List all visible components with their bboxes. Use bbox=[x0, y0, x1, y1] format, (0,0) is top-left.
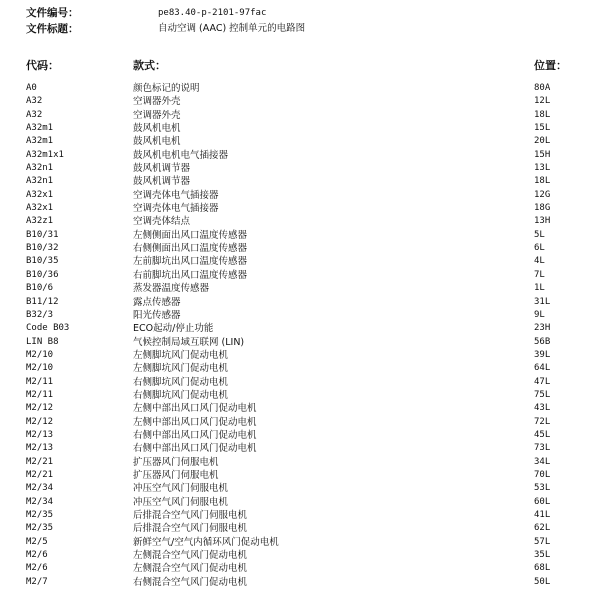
table-row bbox=[0, 402, 601, 415]
row-description: 空调器外壳 bbox=[133, 109, 181, 121]
row-description: 右侧侧面出风口温度传感器 bbox=[133, 243, 248, 255]
table-row bbox=[0, 82, 601, 95]
table-row bbox=[0, 456, 601, 469]
table-row bbox=[0, 442, 601, 455]
table-row bbox=[0, 509, 601, 522]
row-position: 12G bbox=[534, 189, 551, 200]
row-description: 左侧脚坑风门促动电机 bbox=[133, 363, 229, 375]
table-row bbox=[0, 135, 601, 148]
row-code: M2/7 bbox=[26, 576, 48, 587]
row-position: 64L bbox=[534, 363, 551, 374]
row-position: 13H bbox=[534, 216, 551, 227]
row-description: 鼓风机调节器 bbox=[133, 176, 191, 188]
row-description: 左侧侧面出风口温度传感器 bbox=[133, 229, 248, 241]
row-code: M2/13 bbox=[26, 429, 54, 440]
table-row bbox=[0, 522, 601, 535]
row-position: 5L bbox=[534, 229, 545, 240]
row-position: 56B bbox=[534, 336, 551, 347]
table-row bbox=[0, 482, 601, 495]
row-description: 扩压器风门伺服电机 bbox=[133, 456, 219, 468]
column-header-code: 代码： bbox=[26, 59, 59, 72]
table-row bbox=[0, 215, 601, 228]
row-position: 43L bbox=[534, 403, 551, 414]
table-row bbox=[0, 122, 601, 135]
row-description: 空调壳体电气插接器 bbox=[133, 203, 219, 215]
row-description: 右侧脚坑风门促动电机 bbox=[133, 376, 229, 388]
row-description: 左侧中部出风口风门促动电机 bbox=[133, 403, 257, 415]
table-row bbox=[0, 296, 601, 309]
table-row bbox=[0, 416, 601, 429]
row-description: 鼓风机调节器 bbox=[133, 163, 191, 175]
table-row bbox=[0, 536, 601, 549]
row-code: M2/12 bbox=[26, 416, 54, 427]
row-code: B10/35 bbox=[26, 256, 59, 267]
table-row bbox=[0, 362, 601, 375]
row-code: A32x1 bbox=[26, 203, 54, 214]
table-row bbox=[0, 95, 601, 108]
table-row bbox=[0, 242, 601, 255]
row-position: 47L bbox=[534, 376, 551, 387]
row-code: Code B03 bbox=[26, 323, 70, 334]
row-code: B10/31 bbox=[26, 229, 59, 240]
column-header-position: 位置： bbox=[534, 59, 567, 72]
row-code: M2/21 bbox=[26, 469, 54, 480]
table-row bbox=[0, 282, 601, 295]
row-code: M2/11 bbox=[26, 376, 54, 387]
row-description: 鼓风机电机 bbox=[133, 136, 181, 148]
row-code: A0 bbox=[26, 83, 37, 93]
row-position: 41L bbox=[534, 510, 551, 520]
table-row bbox=[0, 336, 601, 349]
row-description: 阳光传感器 bbox=[133, 309, 181, 321]
row-code: M2/34 bbox=[26, 496, 54, 507]
row-description: 气候控制局域互联网 (LIN) bbox=[133, 336, 245, 348]
row-code: A32 bbox=[26, 109, 43, 120]
row-description: 冲压空气风门伺服电机 bbox=[133, 483, 229, 495]
row-description: 空调壳体电气插接器 bbox=[133, 189, 219, 201]
row-description: 右前脚坑出风口温度传感器 bbox=[133, 269, 248, 281]
row-position: 53L bbox=[534, 483, 551, 494]
row-code: M2/35 bbox=[26, 523, 54, 534]
table-row bbox=[0, 549, 601, 562]
row-code: M2/5 bbox=[26, 536, 48, 547]
column-header-description: 款式： bbox=[133, 59, 166, 72]
row-position: 13L bbox=[534, 163, 551, 174]
row-code: M2/12 bbox=[26, 403, 54, 414]
row-code: M2/21 bbox=[26, 456, 54, 467]
row-description: 空调器外壳 bbox=[133, 96, 181, 108]
table-row bbox=[0, 496, 601, 509]
doc-number-value: pe83.40-p-2101-97fac bbox=[158, 8, 267, 18]
table-row bbox=[0, 429, 601, 442]
table-row bbox=[0, 202, 601, 215]
row-code: B10/32 bbox=[26, 243, 59, 254]
doc-title-label: 文件标题： bbox=[26, 23, 79, 35]
table-row bbox=[0, 162, 601, 175]
table-row bbox=[0, 229, 601, 242]
table-row bbox=[0, 469, 601, 482]
row-code: M2/13 bbox=[26, 443, 54, 454]
row-code: M2/6 bbox=[26, 550, 48, 561]
legend-table bbox=[0, 82, 601, 589]
table-row bbox=[0, 389, 601, 402]
row-description: ECO起动/停止功能 bbox=[133, 323, 214, 335]
row-description: 鼓风机电机电气插接器 bbox=[133, 149, 229, 161]
row-position: 50L bbox=[534, 576, 551, 587]
row-position: 34L bbox=[534, 456, 551, 467]
row-code: M2/34 bbox=[26, 483, 54, 494]
row-code: M2/11 bbox=[26, 389, 54, 400]
row-position: 18G bbox=[534, 203, 551, 214]
row-position: 1L bbox=[534, 283, 545, 294]
row-code: A32z1 bbox=[26, 216, 54, 227]
row-description: 左侧中部出风口风门促动电机 bbox=[133, 416, 257, 428]
row-code: A32n1 bbox=[26, 176, 54, 187]
table-row bbox=[0, 349, 601, 362]
row-code: M2/6 bbox=[26, 563, 48, 574]
row-code: A32n1 bbox=[26, 163, 54, 174]
row-description: 新鲜空气/空气内循环风门促动电机 bbox=[133, 536, 279, 548]
row-position: 6L bbox=[534, 243, 545, 254]
row-description: 后排混合空气风门伺服电机 bbox=[133, 523, 248, 535]
row-position: 12L bbox=[534, 96, 551, 107]
row-description: 冲压空气风门伺服电机 bbox=[133, 496, 229, 508]
row-position: 73L bbox=[534, 443, 551, 454]
table-row bbox=[0, 269, 601, 282]
row-position: 57L bbox=[534, 536, 551, 547]
row-description: 左前脚坑出风口温度传感器 bbox=[133, 256, 248, 268]
row-position: 35L bbox=[534, 550, 551, 561]
table-row bbox=[0, 576, 601, 589]
row-description: 左侧混合空气风门促动电机 bbox=[133, 550, 248, 562]
row-position: 23H bbox=[534, 323, 551, 334]
row-code: A32m1 bbox=[26, 136, 54, 147]
table-row bbox=[0, 109, 601, 122]
table-row bbox=[0, 175, 601, 188]
row-position: 70L bbox=[534, 469, 551, 480]
doc-number-label: 文件编号： bbox=[26, 7, 79, 19]
row-description: 鼓风机电机 bbox=[133, 123, 181, 135]
row-code: M2/10 bbox=[26, 349, 54, 360]
table-row bbox=[0, 255, 601, 268]
row-position: 15H bbox=[534, 149, 551, 160]
row-description: 蒸发器温度传感器 bbox=[133, 283, 210, 295]
row-description: 右侧混合空气风门促动电机 bbox=[133, 576, 248, 588]
row-description: 露点传感器 bbox=[133, 296, 181, 308]
row-code: LIN B8 bbox=[26, 336, 59, 347]
row-position: 4L bbox=[534, 256, 545, 267]
row-code: B11/12 bbox=[26, 296, 59, 307]
row-description: 右侧中部出风口风门促动电机 bbox=[133, 429, 257, 441]
row-position: 80A bbox=[534, 83, 551, 93]
table-row bbox=[0, 376, 601, 389]
row-position: 18L bbox=[534, 109, 551, 120]
row-position: 75L bbox=[534, 389, 551, 400]
table-row bbox=[0, 149, 601, 162]
row-position: 9L bbox=[534, 309, 545, 320]
row-code: A32 bbox=[26, 96, 43, 107]
row-code: B10/6 bbox=[26, 283, 54, 294]
row-description: 右侧脚坑风门促动电机 bbox=[133, 389, 229, 401]
row-description: 右侧中部出风口风门促动电机 bbox=[133, 443, 257, 455]
row-description: 颜色标记的说明 bbox=[133, 83, 200, 94]
row-position: 7L bbox=[534, 269, 545, 280]
row-code: B32/3 bbox=[26, 309, 54, 320]
row-position: 45L bbox=[534, 429, 551, 440]
row-position: 39L bbox=[534, 349, 551, 360]
row-code: B10/36 bbox=[26, 269, 59, 280]
row-position: 68L bbox=[534, 563, 551, 574]
row-position: 18L bbox=[534, 176, 551, 187]
row-position: 15L bbox=[534, 123, 551, 134]
table-row bbox=[0, 309, 601, 322]
row-description: 后排混合空气风门伺服电机 bbox=[133, 510, 248, 521]
row-position: 31L bbox=[534, 296, 551, 307]
row-description: 空调壳体结点 bbox=[133, 216, 191, 228]
row-description: 扩压器风门伺服电机 bbox=[133, 469, 219, 481]
row-description: 左侧混合空气风门促动电机 bbox=[133, 563, 248, 575]
row-position: 72L bbox=[534, 416, 551, 427]
doc-title-value: 自动空调 (AAC) 控制单元的电路图 bbox=[158, 23, 306, 34]
table-row bbox=[0, 562, 601, 575]
table-row bbox=[0, 322, 601, 335]
row-position: 20L bbox=[534, 136, 551, 147]
row-code: A32m1 bbox=[26, 123, 54, 134]
row-code: M2/35 bbox=[26, 510, 54, 520]
row-description: 左侧脚坑风门促动电机 bbox=[133, 349, 229, 361]
row-position: 62L bbox=[534, 523, 551, 534]
row-code: A32x1 bbox=[26, 189, 54, 200]
table-row bbox=[0, 189, 601, 202]
row-code: M2/10 bbox=[26, 363, 54, 374]
row-position: 60L bbox=[534, 496, 551, 507]
row-code: A32m1x1 bbox=[26, 149, 64, 160]
